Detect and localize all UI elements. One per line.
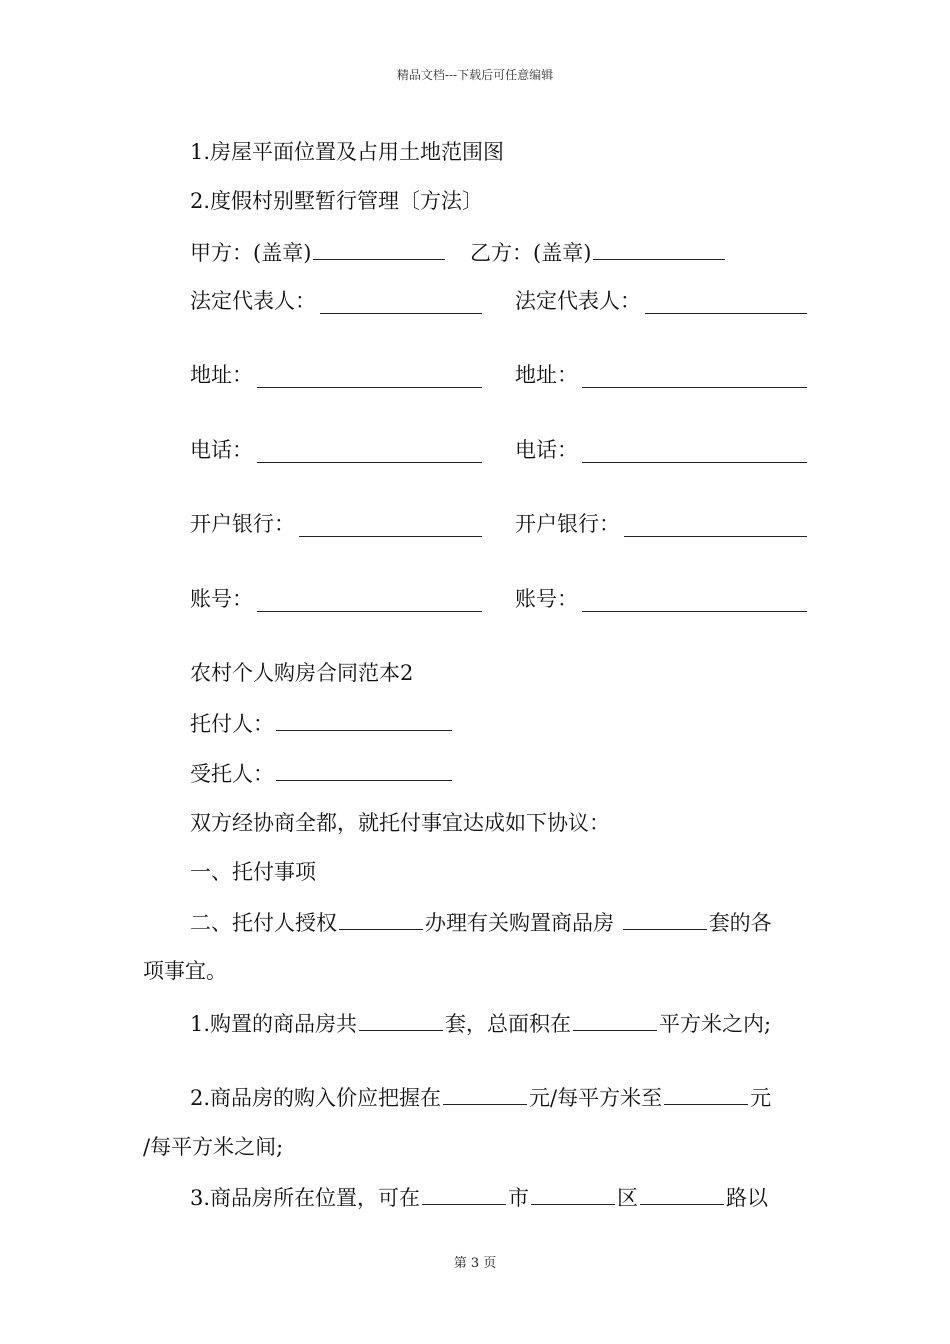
address-b-blank <box>582 369 807 388</box>
party-b-blank <box>593 239 725 260</box>
legal-rep-b <box>515 288 807 314</box>
account-a <box>190 586 482 612</box>
address-a-blank <box>257 369 482 388</box>
agreement-intro: 双方经协商全都，就托付事宜达成如下协议： <box>190 811 610 835</box>
phone-b-blank <box>582 444 807 463</box>
item-3-blank-3 <box>640 1184 724 1205</box>
account-b-blank <box>582 593 807 612</box>
section-2-blank-2 <box>623 909 707 930</box>
section-2-continued: 项事宜。 <box>143 959 227 983</box>
legal-rep-b-label: 法定代表人： <box>515 289 641 313</box>
item-3-part2: 市 <box>508 1186 530 1210</box>
item-3-blank-1 <box>422 1184 506 1205</box>
trustee-line <box>190 760 454 787</box>
section-2-part1: 二、托付人授权 <box>190 911 337 935</box>
legal-rep-a <box>190 288 482 314</box>
party-b-label: 乙方：(盖章) <box>470 241 592 265</box>
section-2 <box>190 909 772 936</box>
item-3-part3: 区 <box>617 1186 639 1210</box>
phone-a-label: 电话： <box>190 438 253 462</box>
section-1: 一、托付事项 <box>190 860 316 884</box>
bank-a <box>190 511 482 537</box>
item-2-part3: 元 <box>750 1086 772 1110</box>
item-1 <box>190 1010 771 1037</box>
section-2-blank-1 <box>339 909 423 930</box>
trustee-blank <box>276 760 452 781</box>
item-1-blank-2 <box>573 1010 657 1031</box>
item-1-part1: 1.购置的商品房共 <box>190 1012 358 1036</box>
contract-title: 农村个人购房合同范本2 <box>190 661 414 685</box>
item-3-part4: 路以 <box>726 1186 769 1210</box>
address-b <box>515 362 807 388</box>
address-b-label: 地址： <box>515 363 578 387</box>
legal-rep-a-label: 法定代表人： <box>190 289 316 313</box>
item-1-part3: 平方米之内; <box>659 1012 772 1036</box>
bank-a-label: 开户银行： <box>190 512 295 536</box>
item-3-part1: 3.商品房所在位置，可在 <box>190 1186 421 1210</box>
attachment-1: 1.房屋平面位置及占用土地范围图 <box>190 140 505 164</box>
bank-b-blank <box>624 518 807 537</box>
legal-rep-a-blank <box>320 295 482 314</box>
attachment-2: 2.度假村别墅暂行管理〔方法〕 <box>190 189 484 213</box>
item-2-continued: /每平方米之间; <box>143 1135 284 1159</box>
address-a <box>190 362 482 388</box>
phone-b-label: 电话： <box>515 438 578 462</box>
item-2-blank-1 <box>443 1084 527 1105</box>
legal-rep-b-blank <box>645 295 807 314</box>
page-header: 精品文档---下载后可任意编辑 <box>396 68 554 82</box>
item-1-part2: 套，总面积在 <box>445 1012 572 1036</box>
address-a-label: 地址： <box>190 363 253 387</box>
page-number: 第 3 页 <box>453 1256 497 1271</box>
phone-b <box>515 437 807 463</box>
section-2-part3: 套的各 <box>708 911 772 935</box>
trustee-label: 受托人： <box>190 762 274 786</box>
item-3 <box>190 1184 768 1211</box>
entruster-label: 托付人： <box>190 712 274 736</box>
account-b-label: 账号： <box>515 587 578 611</box>
phone-a-blank <box>257 444 482 463</box>
party-a-label: 甲方：(盖章) <box>190 241 312 265</box>
party-a-blank <box>313 239 445 260</box>
party-b-seal <box>470 239 727 266</box>
account-b <box>515 586 807 612</box>
item-3-blank-2 <box>531 1184 615 1205</box>
bank-b-label: 开户银行： <box>515 512 620 536</box>
account-a-label: 账号： <box>190 587 253 611</box>
bank-b <box>515 511 807 537</box>
party-a-seal <box>190 239 447 266</box>
bank-a-blank <box>299 518 482 537</box>
item-2-part1: 2.商品房的购入价应把握在 <box>190 1086 442 1110</box>
entruster-line <box>190 710 454 737</box>
item-2 <box>190 1084 771 1111</box>
entruster-blank <box>276 710 452 731</box>
phone-a <box>190 437 482 463</box>
section-2-part2: 办理有关购置商品房 <box>425 911 614 935</box>
item-2-blank-2 <box>664 1084 748 1105</box>
item-1-blank-1 <box>359 1010 443 1031</box>
item-2-part2: 元/每平方米至 <box>529 1086 663 1110</box>
account-a-blank <box>257 593 482 612</box>
